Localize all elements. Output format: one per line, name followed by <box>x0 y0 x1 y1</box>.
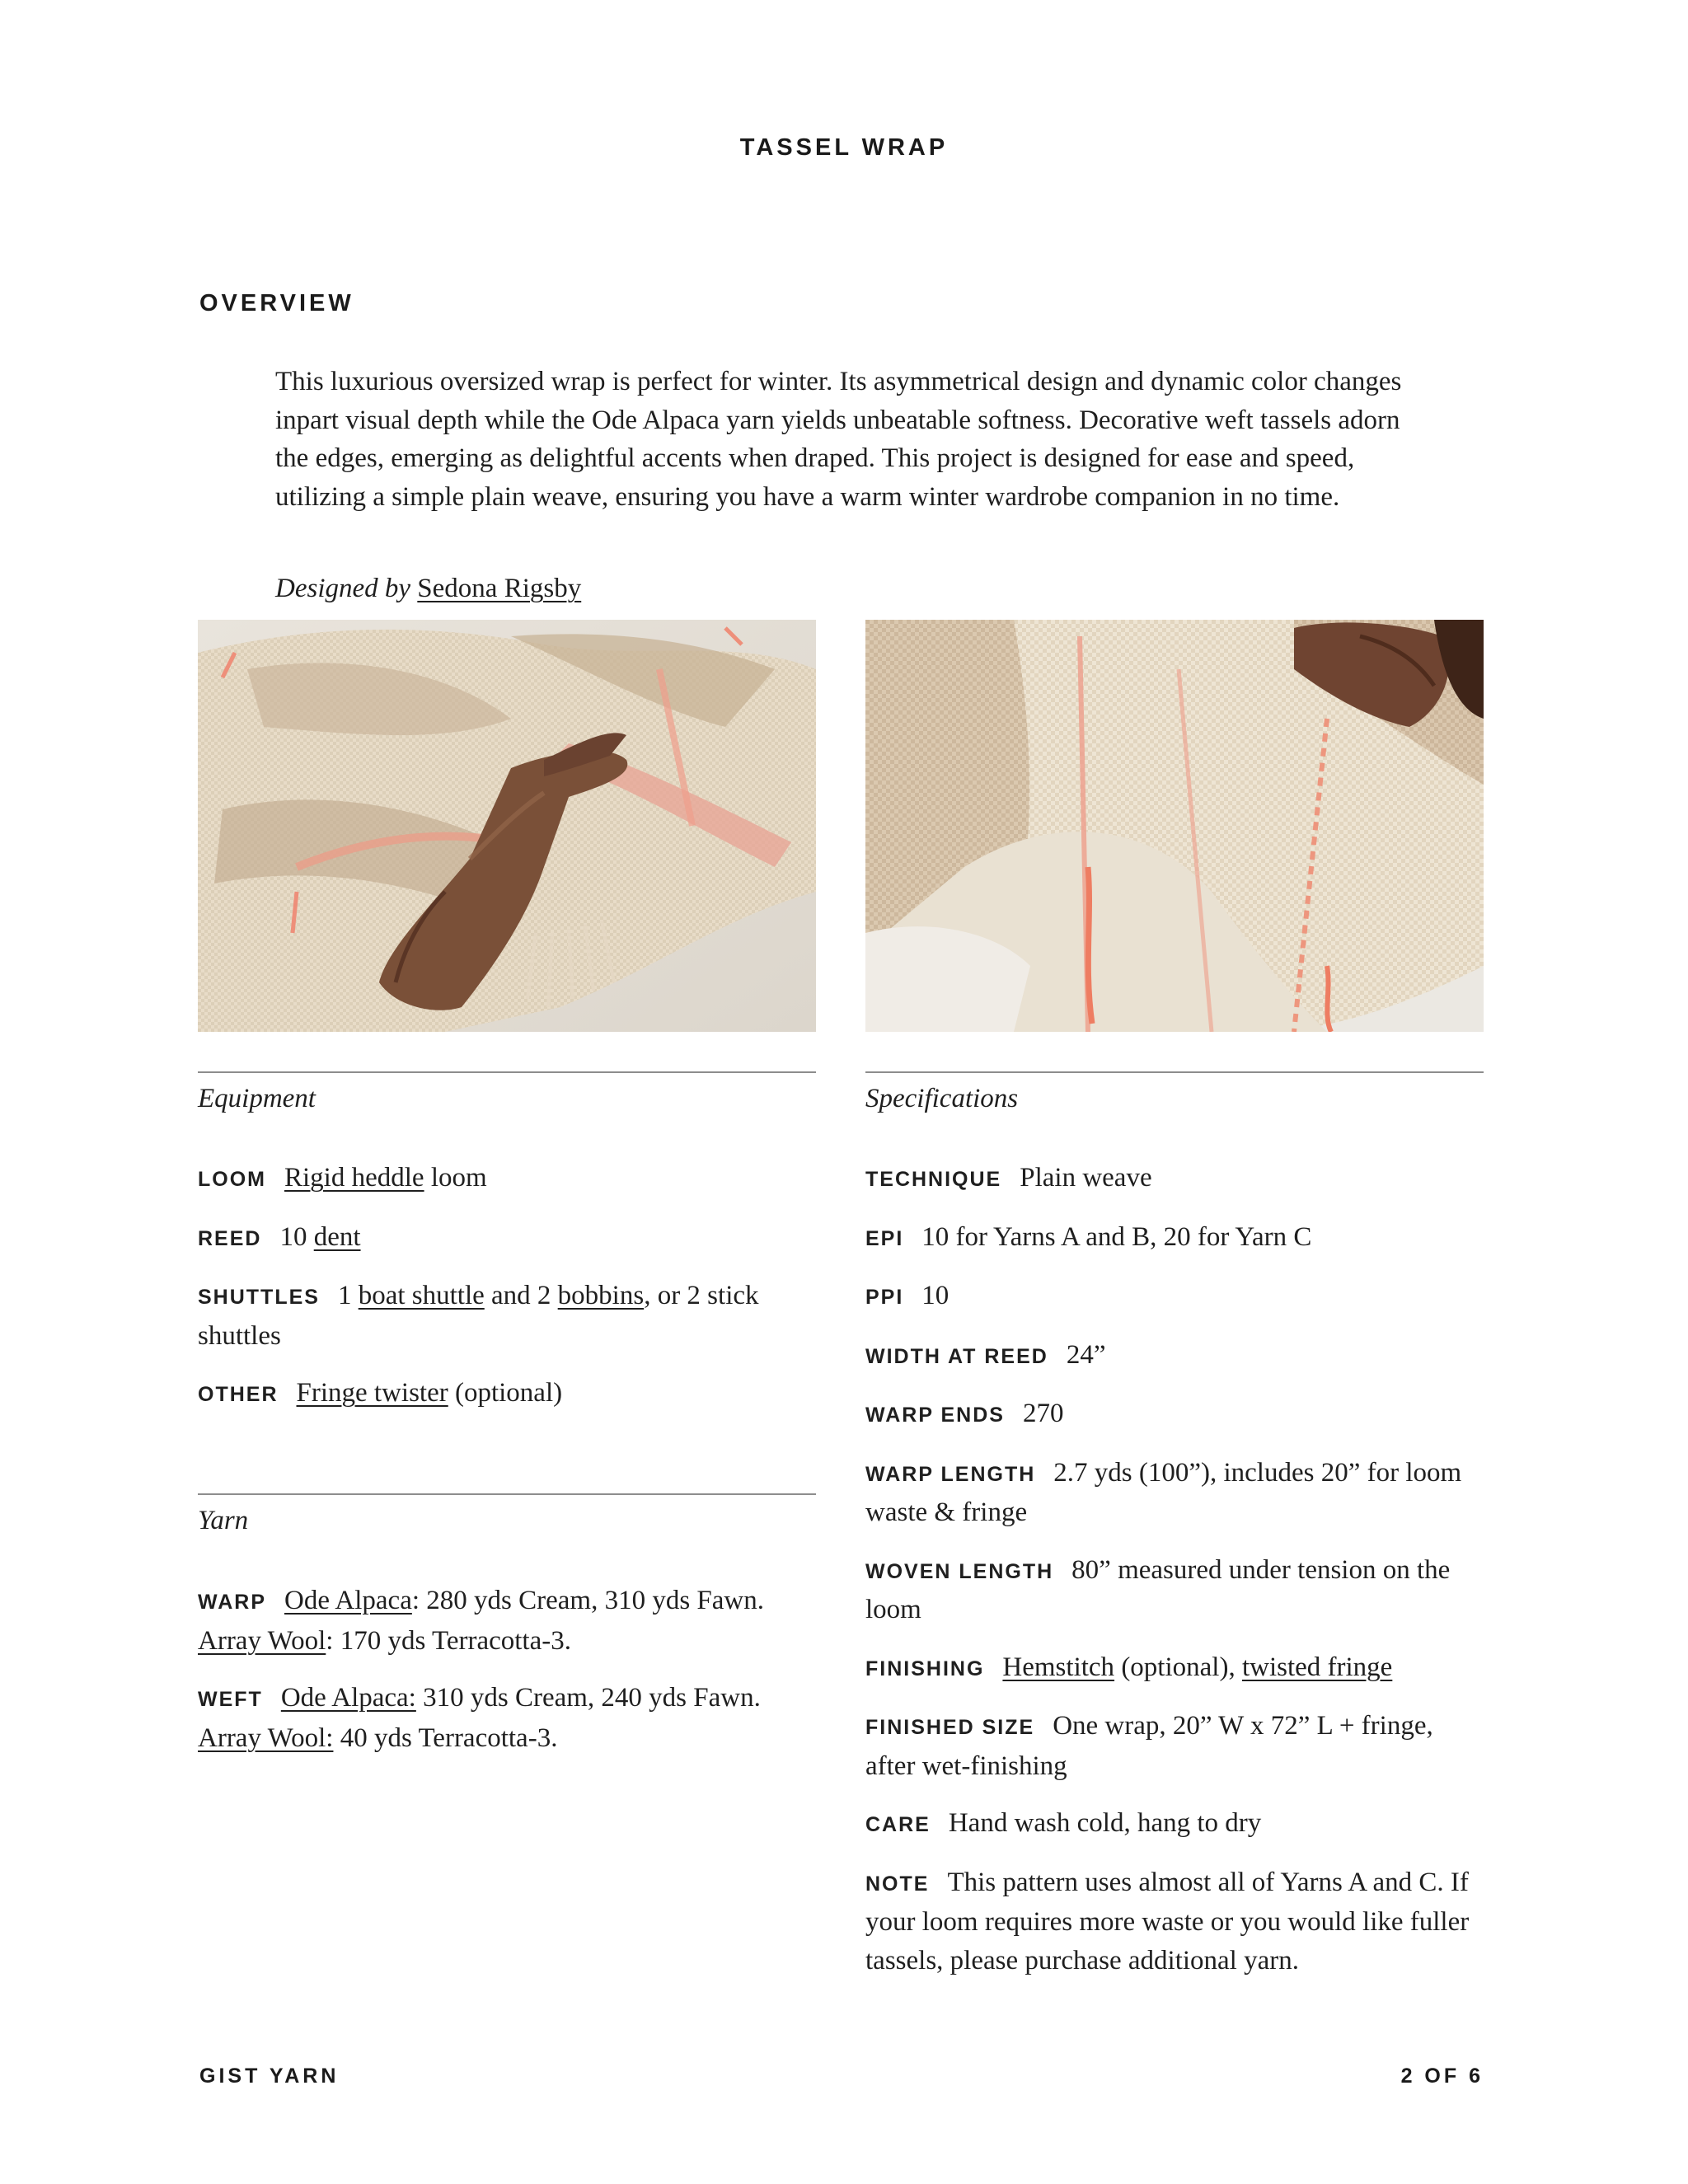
equipment-reed <box>198 1218 818 1258</box>
equipment-loom <box>198 1159 818 1199</box>
page-number: 2 OF 6 <box>1400 2064 1484 2088</box>
spec-finished-size <box>865 1707 1484 1785</box>
designer-credit <box>275 574 581 604</box>
spec-warp-length <box>865 1454 1484 1532</box>
finishing-label: FINISHING <box>865 1657 985 1680</box>
spec-woven-length <box>865 1551 1484 1629</box>
specifications-title: Specifications <box>865 1084 1019 1113</box>
weft-ode-alpaca-link[interactable]: Ode Alpaca: <box>280 1683 416 1713</box>
page-title: TASSEL WRAP <box>739 134 949 161</box>
hemstitch-link[interactable]: Hemstitch <box>1002 1652 1115 1682</box>
reed-label: REED <box>198 1226 262 1250</box>
shuttles-label: SHUTTLES <box>198 1286 320 1309</box>
spec-ppi <box>865 1277 1484 1317</box>
finished-size-label: FINISHED SIZE <box>865 1716 1035 1739</box>
other-text: (optional) <box>448 1378 563 1408</box>
overview-text <box>275 363 1425 516</box>
yarn-list <box>198 1582 818 1776</box>
spec-finishing <box>865 1648 1484 1689</box>
designed-by-prefix: Designed by <box>275 574 411 603</box>
rigid-heddle-link[interactable]: Rigid heddle <box>284 1163 424 1193</box>
finishing-text: (optional), <box>1114 1652 1242 1682</box>
specifications-list <box>865 1159 1484 1999</box>
weft-text-1: 310 yds Cream, 240 yds Fawn. <box>415 1683 761 1713</box>
weft-array-wool-link[interactable]: Array Wool: <box>198 1722 334 1753</box>
photo-weave-closeup <box>865 620 1484 1032</box>
width-at-reed-label: WIDTH AT REED <box>865 1344 1048 1368</box>
care-value: Hand wash cold, hang to dry <box>948 1808 1262 1838</box>
warp-ode-alpaca-link[interactable]: Ode Alpaca <box>284 1586 412 1615</box>
yarn-weft <box>198 1679 818 1757</box>
yarn-title: Yarn <box>198 1506 249 1535</box>
warp-length-label: WARP LENGTH <box>865 1462 1036 1486</box>
epi-label: EPI <box>865 1226 904 1250</box>
ppi-value: 10 <box>921 1281 950 1310</box>
specifications-divider <box>865 1071 1484 1073</box>
warp-ends-value: 270 <box>1022 1399 1064 1428</box>
shuttles-text-3: , or 2 stick shuttles <box>198 1281 759 1351</box>
spec-epi <box>865 1218 1484 1258</box>
equipment-divider <box>198 1071 816 1073</box>
shuttles-text-2: and 2 <box>484 1281 558 1310</box>
overview-paragraph: This luxurious oversized wrap is perfect for winter. Its asymmetrical design and dynamic color changes inpart visual depth while the Ode Alpaca yarn yields unbeatable softness. Decorative weft tassels adorn the edges, emerging as delightful accents when draped. This project is designed for ease and speed, utilizing a simple plain weave, ensuring you have a warm winter wardrobe companion in no time. <box>275 367 1402 512</box>
other-label: OTHER <box>198 1383 279 1406</box>
yarn-divider <box>198 1493 816 1495</box>
fringe-twister-link[interactable]: Fringe twister <box>296 1378 448 1408</box>
equipment-title: Equipment <box>198 1084 316 1113</box>
equipment-other <box>198 1374 818 1414</box>
designer-link[interactable]: Sedona Rigsby <box>417 574 582 603</box>
epi-value: 10 for Yarns A and B, 20 for Yarn C <box>921 1221 1312 1252</box>
woven-length-value: 80” measured under tension on the loom <box>865 1554 1451 1624</box>
note-label: NOTE <box>865 1872 930 1896</box>
shuttles-text-1: 1 <box>337 1281 359 1310</box>
twisted-fringe-link[interactable]: twisted fringe <box>1241 1652 1393 1682</box>
note-value: This pattern uses almost all of Yarns A and C. If your loom requires more waste or you would like fuller tassels, please purchase additional yarn. <box>865 1867 1470 1975</box>
care-label: CARE <box>865 1813 931 1836</box>
warp-text-2: : 170 yds Terracotta-3. <box>326 1625 571 1656</box>
equipment-list <box>198 1159 818 1433</box>
warp-array-wool-link[interactable]: Array Wool <box>198 1625 326 1656</box>
equipment-shuttles <box>198 1277 818 1355</box>
technique-label: TECHNIQUE <box>865 1168 1002 1191</box>
yarn-warp <box>198 1582 818 1660</box>
technique-value: Plain weave <box>1020 1163 1152 1193</box>
warp-ends-label: WARP ENDS <box>865 1404 1005 1427</box>
reed-text: 10 <box>279 1221 314 1252</box>
spec-warp-ends <box>865 1394 1484 1435</box>
warp-length-value: 2.7 yds (100”), includes 20” for loom waste & fringe <box>865 1457 1462 1527</box>
finished-size-value: One wrap, 20” W x 72” L + fringe, after wet-finishing <box>865 1711 1433 1781</box>
dent-link[interactable]: dent <box>313 1221 361 1252</box>
weave-closeup-illustration <box>865 620 1484 1032</box>
spec-technique <box>865 1159 1484 1199</box>
spec-care <box>865 1804 1484 1844</box>
loom-text: loom <box>424 1163 487 1193</box>
width-at-reed-value: 24” <box>1066 1339 1106 1370</box>
woven-length-label: WOVEN LENGTH <box>865 1559 1054 1583</box>
weft-label: WEFT <box>198 1688 263 1711</box>
wrap-gloves-illustration <box>198 620 816 1032</box>
warp-label: WARP <box>198 1591 266 1614</box>
overview-heading: OVERVIEW <box>199 290 354 316</box>
bobbins-link[interactable]: bobbins <box>557 1281 645 1310</box>
loom-label: LOOM <box>198 1168 266 1191</box>
ppi-label: PPI <box>865 1286 904 1309</box>
warp-text-1: : 280 yds Cream, 310 yds Fawn. <box>411 1586 765 1615</box>
photo-wrap-with-gloves <box>198 620 816 1032</box>
spec-width-at-reed <box>865 1336 1484 1376</box>
spec-note <box>865 1863 1484 1980</box>
weft-text-2: 40 yds Terracotta-3. <box>333 1722 558 1753</box>
footer-brand: GIST YARN <box>199 2064 340 2088</box>
boat-shuttle-link[interactable]: boat shuttle <box>358 1281 485 1310</box>
